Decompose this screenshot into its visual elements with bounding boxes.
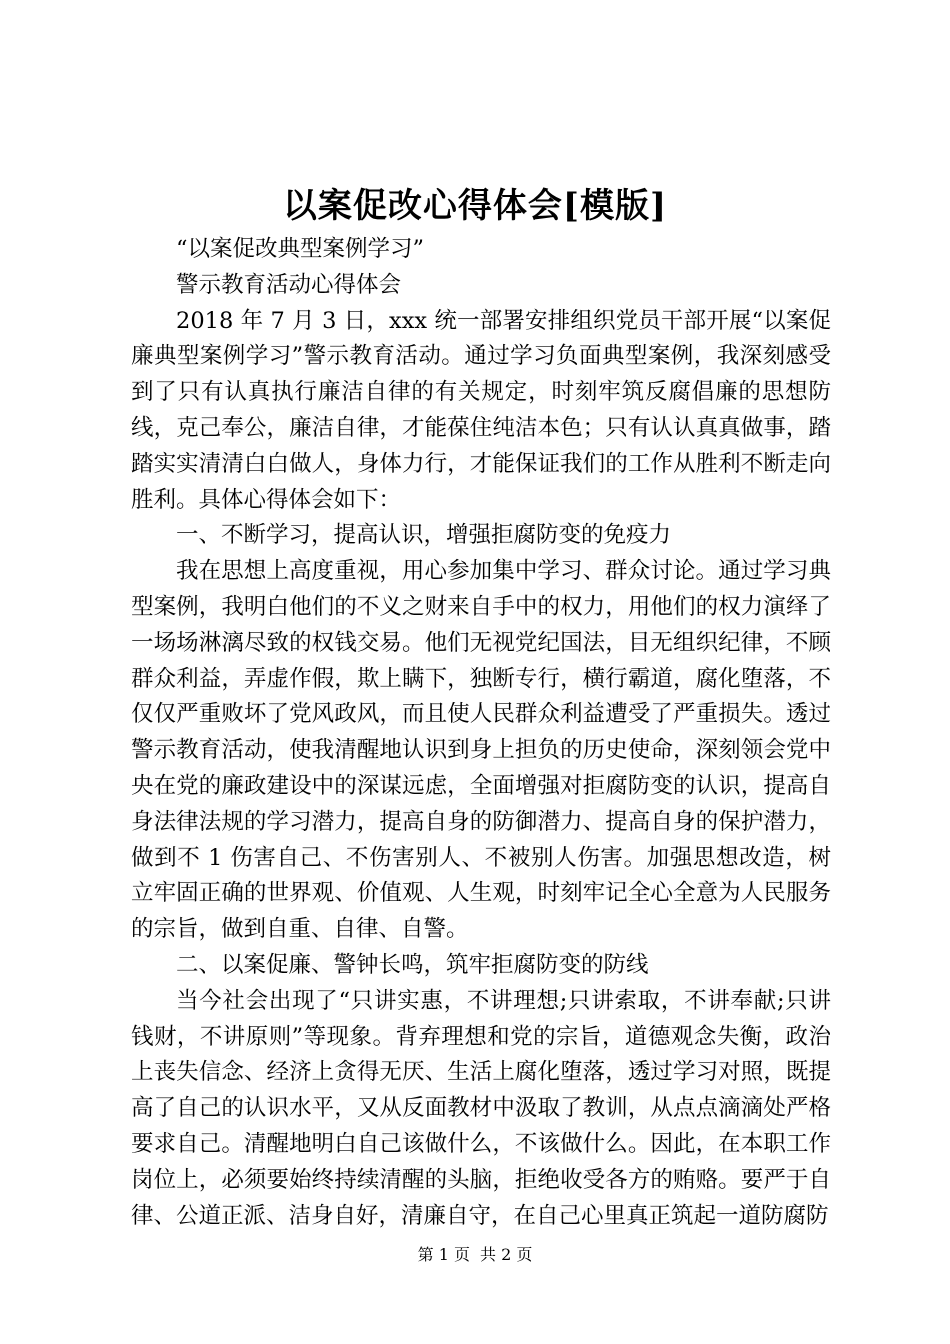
page-footer xyxy=(0,1244,950,1266)
subtitle-line-2: 警示教育活动心得体会 xyxy=(176,271,402,298)
page-total: 共 2 页 xyxy=(480,1245,533,1264)
subtitle-line-1: “以案促改典型案例学习” xyxy=(176,236,425,262)
section-heading-1: 一、不断学习，提高认识，增强拒腐防变的免疫力 xyxy=(176,522,672,549)
paragraph-section-1: 我在思想上高度重视，用心参加集中学习、群众讨论。通过学习典型案例，我明白他们的不义之财来自手中的权力，用他们的权力演绎了一场场淋漓尽致的权钱交易。他们无视党纪国法，目无组织纪律，不顾群众利益，弄虚作假，欺上瞒下，独断专行，横行霸道，腐化堕落，不仅仅严重败坏了党风政风，而且使人民群众利益遭受了严重损失。透过警示教育活动，使我清醒地认识到身上担负的历史使命，深刻领会党中央在党的廉政建设中的深谋远虑，全面增强对拒腐防变的认识，提高自身法律法规的学习潜力，提高自身的防御潜力、提高自身的保护潜力，做到不 1 伤害自己、不伤害别人、不被别人伤害。加强思想改造，树立牢固正确的世界观、价值观、人生观，时刻牢记全心全意为人民服务的宗旨，做到自重、自律、自警。 xyxy=(131,558,831,943)
paragraph-intro: 2018 年 7 月 3 日，xxx 统一部署安排组织党员干部开展“以案促廉典型案例学习”警示教育活动。通过学习负面典型案例，我深刻感受到了只有认真执行廉洁自律的有关规定，时刻牢筑反腐倡廉的思想防线，克己奉公，廉洁自律，才能葆住纯洁本色；只有认认真真做事，踏踏实实清清白白做人，身体力行，才能保证我们的工作从胜利不断走向胜利。具体心得体会如下： xyxy=(131,307,831,513)
paragraph-section-2: 当今社会出现了“只讲实惠，不讲理想;只讲索取，不讲奉献;只讲钱财，不讲原则”等现象。背弃理想和党的宗旨，道德观念失衡，政治上丧失信念、经济上贪得无厌、生活上腐化堕落，透过学习对照，既提高了自己的认识水平，又从反面教材中汲取了教训，从点点滴滴处严格要求自己。清醒地明白自己该做什么，不该做什么。因此，在本职工作岗位上，必须要始终持续清醒的头脑，拒绝收受各方的贿赂。要严于自律、公道正派、洁身自好，清廉自守，在自己心里真正筑起一道防腐防 xyxy=(131,987,831,1229)
document-title: 以案促改心得体会[模版] xyxy=(282,186,668,226)
section-heading-2: 二、以案促廉、警钟长鸣，筑牢拒腐防变的防线 xyxy=(176,951,649,978)
document-body xyxy=(131,232,831,1234)
page-number: 第 1 页 xyxy=(417,1245,470,1264)
